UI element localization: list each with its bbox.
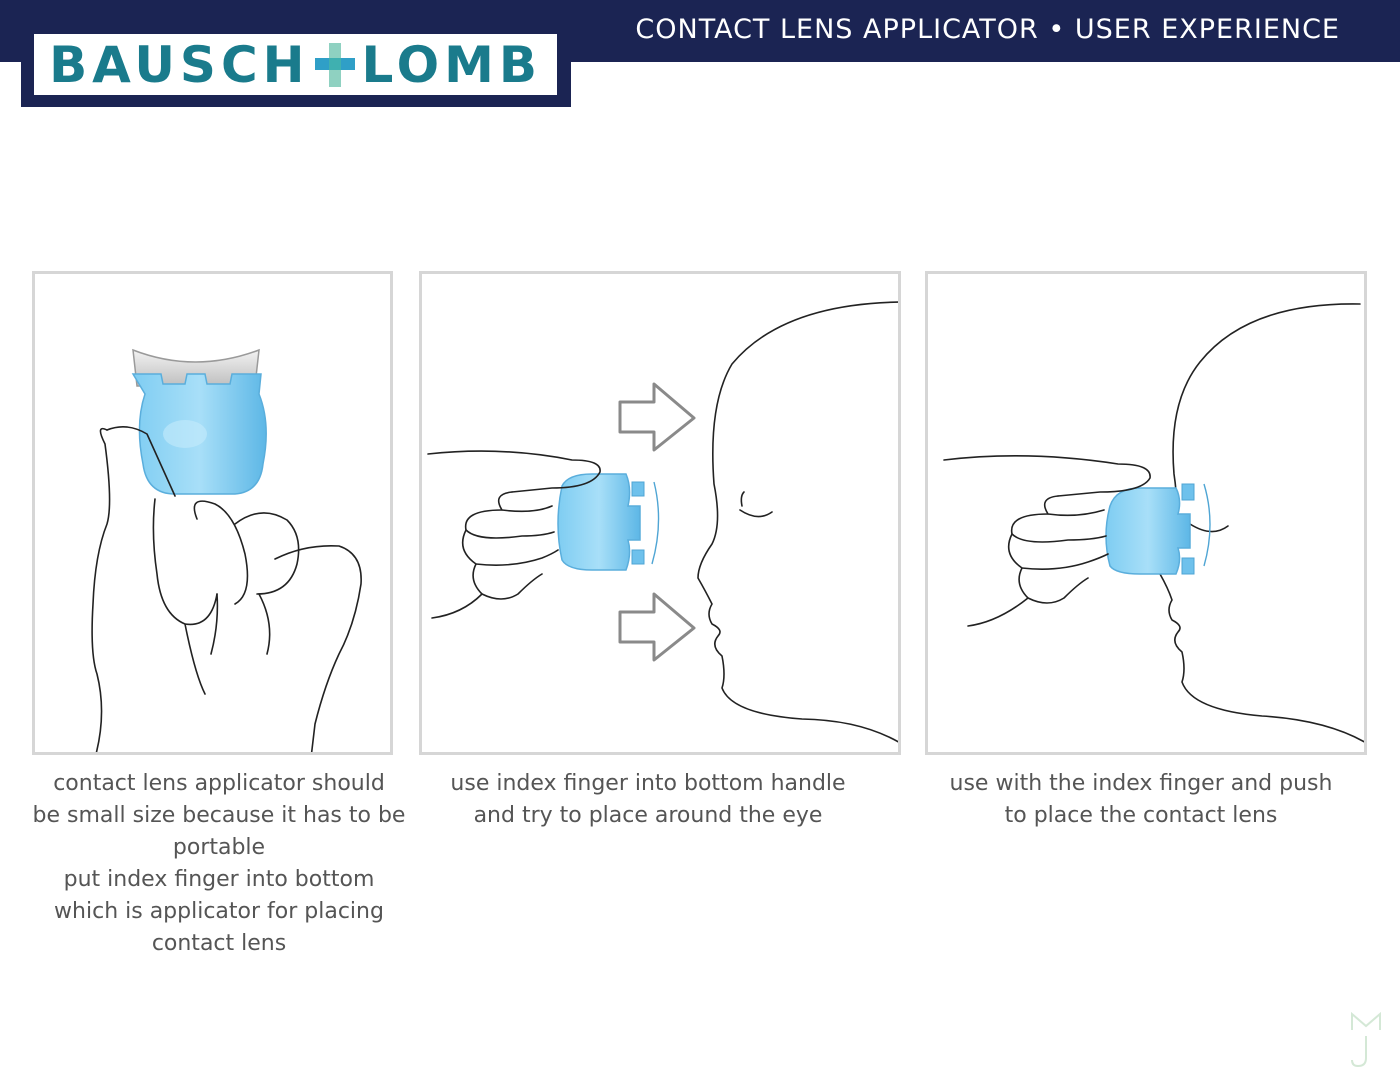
- caption-line: be small size because it has to be: [32, 803, 406, 828]
- logo-right-word: LOMB: [361, 35, 542, 94]
- arrow-right-icon: [620, 594, 694, 660]
- caption-line: to place the contact lens: [1004, 803, 1278, 828]
- caption-line: contact lens applicator should: [53, 771, 385, 796]
- caption-line: put index finger into bottom: [63, 867, 375, 892]
- step-caption-3: [925, 768, 1357, 832]
- step-caption-1: [32, 768, 406, 960]
- caption-line: and try to place around the eye: [473, 803, 823, 828]
- plus-cross-icon: [315, 43, 355, 87]
- bausch-lomb-logo: [34, 34, 557, 95]
- finger-applicator-approaching-eye-illustration: [422, 274, 901, 755]
- applicator: [1106, 484, 1210, 574]
- caption-line: use index finger into bottom handle: [450, 771, 846, 796]
- caption-line: portable: [172, 835, 266, 860]
- step-panel-1: [32, 271, 393, 755]
- applicator: [558, 474, 659, 570]
- page-title: CONTACT LENS APPLICATOR • USER EXPERIENCE: [635, 14, 1340, 45]
- monogram-watermark: [1348, 1010, 1384, 1068]
- face-profile: [1160, 304, 1367, 744]
- logo-left-word: BAUSCH: [49, 35, 310, 94]
- step-caption-2: [419, 768, 877, 832]
- face-profile: [698, 302, 901, 744]
- caption-line: which is applicator for placing: [54, 899, 384, 924]
- hand-holding-applicator-illustration: [35, 274, 393, 755]
- finger-applicator-pushing-lens-illustration: [928, 274, 1367, 755]
- caption-line: use with the index finger and push: [949, 771, 1333, 796]
- step-panel-2: [419, 271, 901, 755]
- caption-line: contact lens: [151, 931, 287, 956]
- arrow-right-icon: [620, 384, 694, 450]
- step-panel-3: [925, 271, 1367, 755]
